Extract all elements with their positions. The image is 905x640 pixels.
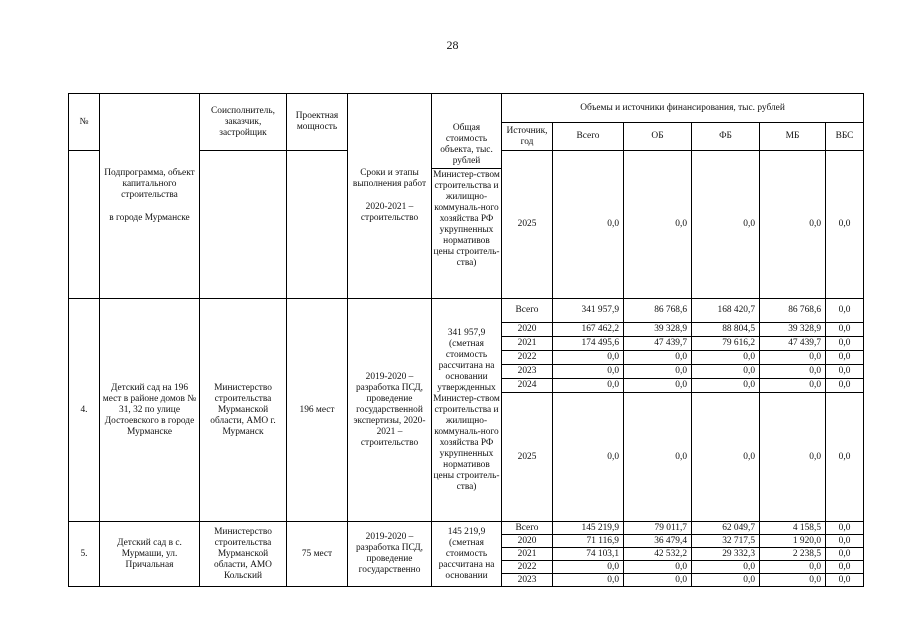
obj4-cost: 341 957,9 (сметная стоимость рассчитана на основании утвержденных Министер-ством строительства и жилищно-коммуналь-ного хозяйства РФ укрупненных нормативов цены строитель-ства) (432, 299, 502, 522)
carry-object-name: в городе Мурманске (109, 213, 190, 223)
obj5-capacity: 75 мест (287, 522, 348, 587)
col-cost-header (432, 94, 502, 299)
financing-table (68, 93, 864, 587)
obj4-fb: 168 420,7 (692, 299, 760, 323)
obj4-vbs: 0,0 (826, 379, 864, 393)
obj4-year: 2024 (502, 379, 553, 393)
obj4-fb: 88 804,5 (692, 323, 760, 337)
obj5-total: 74 103,1 (553, 548, 624, 561)
obj4-vbs: 0,0 (826, 323, 864, 337)
obj4-year: 2022 (502, 351, 553, 365)
obj5-total: 0,0 (553, 574, 624, 587)
obj4-total: 0,0 (553, 393, 624, 522)
obj4-name: Детский сад на 196 мест в районе домов № 31, 32 по улице Достоевского в городе Мурманске (100, 299, 200, 522)
obj5-vbs: 0,0 (826, 535, 864, 548)
obj4-mb: 0,0 (760, 365, 826, 379)
obj4-no: 4. (69, 299, 100, 522)
obj5-ob: 79 011,7 (624, 522, 692, 535)
col-vbs-header: ВБС (826, 123, 864, 151)
obj4-year: 2023 (502, 365, 553, 379)
cost-header-text: Общая стоимость объекта, тыс. рублей (440, 123, 493, 166)
obj4-vbs: 0,0 (826, 393, 864, 522)
obj5-name: Детский сад в с. Мурмаши, ул. Причальная (100, 522, 200, 587)
obj5-fb: 0,0 (692, 574, 760, 587)
obj4-total: 0,0 (553, 351, 624, 365)
obj4-total: 341 957,9 (553, 299, 624, 323)
obj5-total: 71 116,9 (553, 535, 624, 548)
page-number: 28 (446, 38, 459, 52)
obj5-fb: 62 049,7 (692, 522, 760, 535)
obj4-year: 2025 (502, 393, 553, 522)
obj4-fb: 79 616,2 (692, 337, 760, 351)
obj4-total: 0,0 (553, 365, 624, 379)
col-mb-header: МБ (760, 123, 826, 151)
col-ob-header: ОБ (624, 123, 692, 151)
obj4-mb: 0,0 (760, 351, 826, 365)
obj4-executor: Министерство строительства Мурманской области, АМО г. Мурманск (200, 299, 287, 522)
obj5-year: Всего (502, 522, 553, 535)
obj5-ob: 42 532,2 (624, 548, 692, 561)
obj5-vbs: 0,0 (826, 522, 864, 535)
obj4-total: 0,0 (553, 379, 624, 393)
col-executor-header: Соисполнитель, заказчик, застройщик (200, 94, 287, 151)
subprogram-header-text: Подпрограмма, объект капитального строительства (104, 168, 195, 200)
obj4-terms: 2019-2020 – разработка ПСД, проведение государственной экспертизы, 2020-2021 – строительство (348, 299, 432, 522)
obj5-cost: 145 219,9 (сметная стоимость рассчитана на основании (432, 522, 502, 587)
header-row (69, 94, 864, 123)
carry-no-cell (69, 151, 100, 299)
carry-ob: 0,0 (624, 151, 692, 299)
col-terms-header (348, 94, 432, 299)
col-subprogram-header (100, 94, 200, 299)
obj4-ob: 47 439,7 (624, 337, 692, 351)
obj4-capacity: 196 мест (287, 299, 348, 522)
obj4-year: 2020 (502, 323, 553, 337)
obj5-total: 145 219,9 (553, 522, 624, 535)
carry-fb: 0,0 (692, 151, 760, 299)
obj5-fb: 0,0 (692, 561, 760, 574)
obj5-mb: 1 920,0 (760, 535, 826, 548)
obj4-year: 2021 (502, 337, 553, 351)
obj4-vbs: 0,0 (826, 299, 864, 323)
obj4-ob: 0,0 (624, 351, 692, 365)
obj5-fb: 32 717,5 (692, 535, 760, 548)
obj5-fb: 29 332,3 (692, 548, 760, 561)
table-row (69, 522, 864, 535)
carry-total: 0,0 (553, 151, 624, 299)
carry-cost: Министер-ством строительства и жилищно-коммуналь-ного хозяйства РФ укрупненных нормативов цены строитель-ства) (433, 170, 500, 268)
col-source-header: Источник, год (502, 123, 553, 151)
col-no-header: № (69, 94, 100, 151)
obj5-ob: 0,0 (624, 561, 692, 574)
obj5-year: 2022 (502, 561, 553, 574)
obj4-fb: 0,0 (692, 393, 760, 522)
obj5-mb: 2 238,5 (760, 548, 826, 561)
obj4-vbs: 0,0 (826, 365, 864, 379)
obj5-terms: 2019-2020 – разработка ПСД, проведение государственно (348, 522, 432, 587)
obj4-mb: 0,0 (760, 379, 826, 393)
obj5-year: 2023 (502, 574, 553, 587)
obj4-vbs: 0,0 (826, 351, 864, 365)
carry-year: 2025 (502, 151, 553, 299)
carry-capacity-cell (287, 151, 348, 299)
obj4-year: Всего (502, 299, 553, 323)
table-row (69, 299, 864, 323)
obj4-ob: 0,0 (624, 379, 692, 393)
obj5-no: 5. (69, 522, 100, 587)
obj5-year: 2021 (502, 548, 553, 561)
obj5-ob: 0,0 (624, 574, 692, 587)
col-total-header: Всего (553, 123, 624, 151)
obj4-mb: 0,0 (760, 393, 826, 522)
carry-executor-cell (200, 151, 287, 299)
obj5-vbs: 0,0 (826, 574, 864, 587)
obj4-ob: 0,0 (624, 393, 692, 522)
carry-vbs: 0,0 (826, 151, 864, 299)
obj4-total: 167 462,2 (553, 323, 624, 337)
funding-group-header: Объемы и источники финансирования, тыс. рублей (502, 94, 864, 123)
obj4-fb: 0,0 (692, 379, 760, 393)
obj4-mb: 39 328,9 (760, 323, 826, 337)
obj5-total: 0,0 (553, 561, 624, 574)
col-fb-header: ФБ (692, 123, 760, 151)
obj5-year: 2020 (502, 535, 553, 548)
obj5-executor: Министерство строительства Мурманской области, АМО Кольский (200, 522, 287, 587)
col-capacity-header: Проектная мощность (287, 94, 348, 151)
obj5-mb: 0,0 (760, 561, 826, 574)
obj4-vbs: 0,0 (826, 337, 864, 351)
terms-header-text: Сроки и этапы выполнения работ (352, 168, 427, 189)
obj4-mb: 86 768,6 (760, 299, 826, 323)
obj4-fb: 0,0 (692, 365, 760, 379)
obj4-total: 174 495,6 (553, 337, 624, 351)
carry-terms: 2020-2021 – строительство (360, 202, 419, 223)
obj4-fb: 0,0 (692, 351, 760, 365)
obj4-ob: 86 768,6 (624, 299, 692, 323)
obj5-vbs: 0,0 (826, 548, 864, 561)
obj4-ob: 39 328,9 (624, 323, 692, 337)
obj4-ob: 0,0 (624, 365, 692, 379)
carry-mb: 0,0 (760, 151, 826, 299)
obj5-ob: 36 479,4 (624, 535, 692, 548)
obj4-mb: 47 439,7 (760, 337, 826, 351)
obj5-vbs: 0,0 (826, 561, 864, 574)
obj5-mb: 0,0 (760, 574, 826, 587)
obj5-mb: 4 158,5 (760, 522, 826, 535)
